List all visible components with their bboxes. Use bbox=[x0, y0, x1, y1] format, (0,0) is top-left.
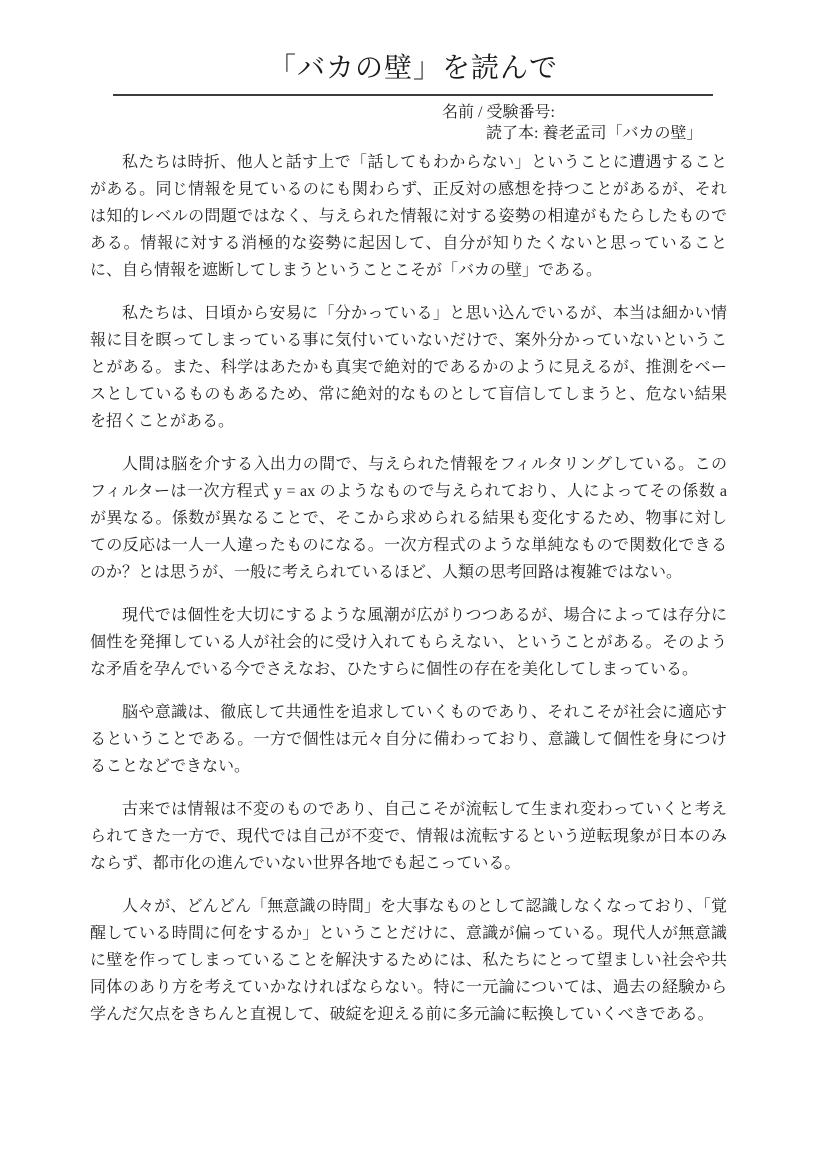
essay-body bbox=[90, 149, 727, 1028]
paragraph-6: 古来では情報は不変のものであり、自己こそが流転して生まれ変わっていくと考えられてきた一方で、現代では自己が不変で、情報は流転するという逆転現象が日本のみならず、都市化の進んでいない世界各地でも起こっている。 bbox=[90, 801, 727, 872]
name-exam-number-line: 名前 / 受験番号: bbox=[442, 104, 555, 121]
paragraph-7: 人々が、どんどん「無意識の時間」を大事なものとして認識しなくなっており、「覚醒している時間に何をするか」ということだけに、意識が偏っている。現代人が無意識に壁を作ってしまっていることを解決するためには、私たちにとって望ましい社会や共同体のあり方を考えていかなければならない。特に一元論については、過去の経験から学んだ欠点をきちんと直視して、破綻を迎える前に多元論に転換していくべきである。 bbox=[90, 898, 727, 1023]
paragraph-1: 私たちは時折、他人と話す上で「話してもわからない」ということに遭遇することがある。同じ情報を見ているのにも関わらず、正反対の感想を持つことがあるが、それは知的レベルの問題ではなく、与えられた情報に対する姿勢の相違がもたらしたものである。情報に対する消極的な姿勢に起因して、自分が知りたくないと思っていることに、自ら情報を遮断してしまうということこそが「バカの壁」である。 bbox=[90, 154, 727, 279]
paragraph-5: 脳や意識は、徹底して共通性を追求していくものであり、それこそが社会に適応するということである。一方で個性は元々自分に備わっており、意識して個性を身につけることなどできない。 bbox=[90, 704, 727, 775]
paragraph-4: 現代では個性を大切にするような風潮が広がりつつあるが、場合によっては存分に個性を発揮している人が社会的に受け入れてもらえない、ということがある。そのような矛盾を孕んでいる今でさえなお、ひたすらに個性の存在を美化してしまっている。 bbox=[90, 607, 727, 678]
document-title: 「バカの壁」を読んで bbox=[267, 53, 558, 84]
content-area bbox=[90, 102, 727, 1028]
book-read-line: 読了本: 養老孟司「バカの壁」 bbox=[486, 125, 703, 142]
document-header bbox=[90, 102, 727, 144]
paragraph-2: 私たちは、日頃から安易に「分かっている」と思い込んでいるが、本当は細かい情報に目を瞑ってしまっている事に気付いていないだけで、案外分かっていないということがある。また、科学はあたかも真実で絶対的であるかのように見えるが、推測をベースとしているものもあるため、常に絶対的なものとして盲信してしまうと、危ない結果を招くことがある。 bbox=[90, 305, 727, 430]
paragraph-3: 人間は脳を介する入出力の間で、与えられた情報をフィルタリングしている。このフィルターは一次方程式 y = ax のようなもので与えられており、人によってその係数 a が異なる。係数が異なることで、そこから求められる結果も変化するため、物事に対しての反応は一人一人違ったものになる。一次方程式のような単純なもので関数化できるのか？とは思うが、一般に考えられているほど、人類の思考回路は複雑ではない。 bbox=[90, 456, 727, 581]
title-divider-rule bbox=[113, 94, 713, 96]
